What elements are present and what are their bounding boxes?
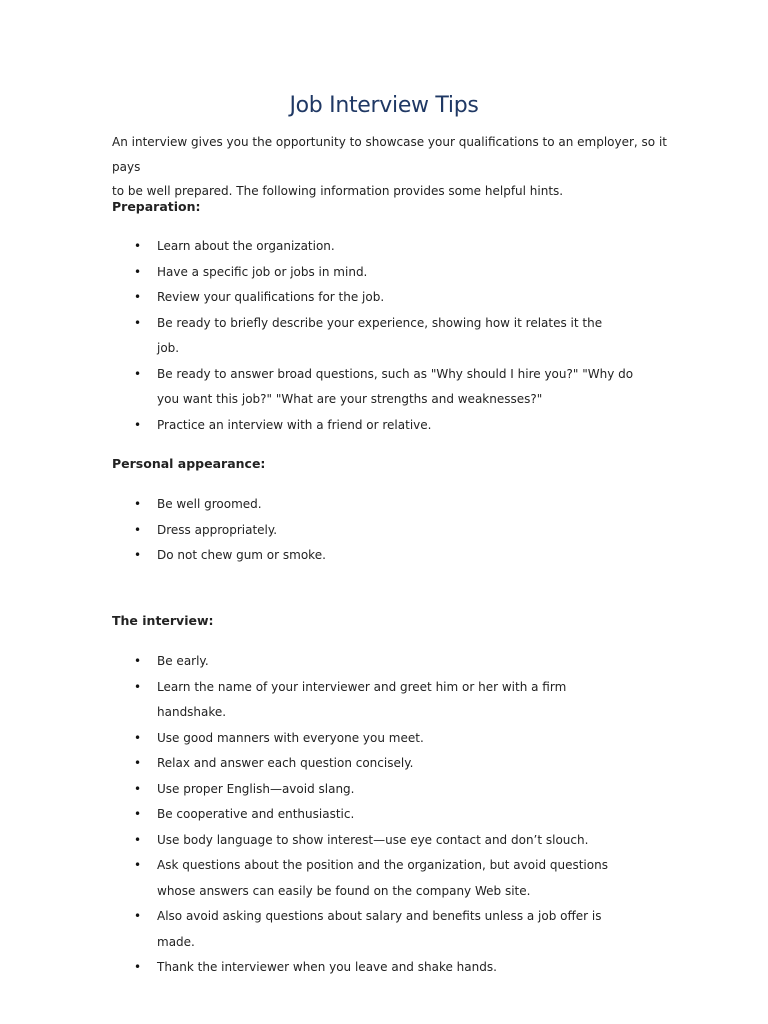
section-heading-personal-appearance: Personal appearance: <box>112 456 266 471</box>
list-item: • Also avoid asking questions about salary and benefits unless a job offer is made. <box>0 904 627 955</box>
list-item: • Thank the interviewer when you leave and shake hands. <box>0 955 627 981</box>
list-item: • Dress appropriately. <box>0 518 627 544</box>
bullet-icon: • <box>134 654 142 668</box>
bullet-icon: • <box>134 290 142 304</box>
list-item: • Ask questions about the position and the organization, but avoid questions whose answers can easily be found on the company Web site. <box>0 853 627 904</box>
bullet-icon: • <box>134 781 142 796</box>
bullet-icon: • <box>134 730 142 745</box>
bullet-icon: • <box>134 497 142 511</box>
list-item: • Have a specific job or jobs in mind. <box>0 260 627 286</box>
bullet-icon: • <box>134 807 142 821</box>
list-item: • Relax and answer each question concisely. <box>0 751 627 777</box>
bullet-icon: • <box>134 264 142 279</box>
list-item: • Use proper English—avoid slang. <box>0 777 627 803</box>
bullet-icon: • <box>134 315 142 330</box>
appearance-list <box>0 492 768 569</box>
bullet-icon: • <box>134 366 142 381</box>
page-title: Job Interview Tips <box>289 93 479 118</box>
bullet-icon: • <box>134 548 142 562</box>
bullet-icon: • <box>134 417 142 432</box>
list-item: • Be well groomed. <box>0 492 627 518</box>
list-item: • Be early. <box>0 649 627 675</box>
section-heading-preparation: Preparation: <box>112 199 201 214</box>
interview-list <box>0 649 768 981</box>
list-item: • Learn the name of your interviewer and greet him or her with a firm handshake. <box>0 675 627 726</box>
intro-line: An interview gives you the opportunity to showcase your qualifications to an employer, so it pays <box>112 135 668 174</box>
list-item: • Be ready to briefly describe your experience, showing how it relates it the job. <box>0 311 627 362</box>
intro-paragraph <box>112 130 672 204</box>
preparation-list <box>0 234 768 438</box>
list-item: • Learn about the organization. <box>0 234 627 260</box>
bullet-icon: • <box>134 679 142 694</box>
section-heading-the-interview: The interview: <box>112 613 214 628</box>
bullet-icon: • <box>134 858 142 872</box>
list-item: • Practice an interview with a friend or relative. <box>0 413 627 439</box>
bullet-icon: • <box>134 960 142 974</box>
list-item: • Use body language to show interest—use eye contact and don’t slouch. <box>0 828 627 854</box>
bullet-icon: • <box>134 522 142 537</box>
intro-line: to be well prepared. The following information provides some helpful hints. <box>112 184 564 198</box>
list-item: • Review your qualifications for the job. <box>0 285 627 311</box>
list-item: • Be cooperative and enthusiastic. <box>0 802 627 828</box>
list-item: • Use good manners with everyone you meet. <box>0 726 627 752</box>
bullet-icon: • <box>134 909 142 923</box>
bullet-icon: • <box>134 756 142 770</box>
bullet-icon: • <box>134 832 142 847</box>
bullet-icon: • <box>134 239 142 253</box>
list-item: • Be ready to answer broad questions, such as "Why should I hire you?" "Why do you want this job?" "What are your strengths and weaknesses?" <box>0 362 637 413</box>
list-item: • Do not chew gum or smoke. <box>0 543 627 569</box>
